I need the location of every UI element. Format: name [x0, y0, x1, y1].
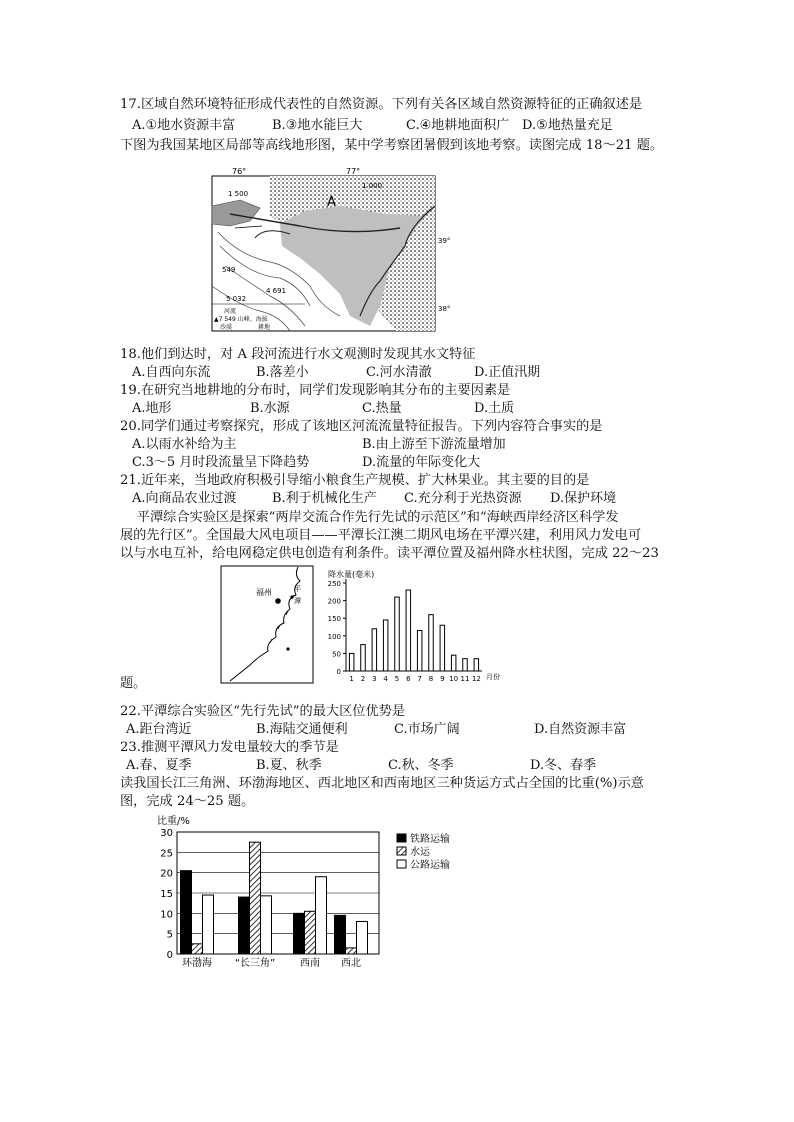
freight-bar	[192, 944, 203, 954]
q17-stem: 17.区域自然环境特征形成代表性的自然资源。下列有关各区域自然资源特征的正确叙述是	[120, 97, 643, 112]
q20-option-d: D.流量的年际变化大	[362, 455, 481, 470]
q17-option-c: C.④地耕地面积广	[406, 118, 510, 133]
precip-bar	[429, 615, 434, 671]
fuzhou-label: 福州	[256, 588, 272, 597]
intro-22-para-4: 题。	[120, 676, 147, 691]
freight-bar	[305, 911, 316, 954]
q22-option-b: B.海陆交通便利	[256, 722, 348, 737]
freight-legend-label: 铁路运输	[410, 834, 450, 845]
contour-1000: 1 000	[362, 182, 383, 190]
q17-option-b: B.③地水能巨大	[272, 118, 363, 133]
contour-map	[210, 166, 460, 336]
elevation-4691: 4 691	[266, 287, 287, 295]
intro-22-para-1: 平潭综合实验区是探索“两岸交流合作先行先试的示范区”和“海峡西岸经济区科学发	[120, 510, 619, 525]
q23-option-c: C.秋、冬季	[388, 758, 454, 773]
pingtan-location-map	[220, 565, 315, 685]
pingtan-label-2: 潭	[294, 597, 301, 605]
q21-stem: 21.近年来，当地政府积极引导缩小粮食生产规模、扩大林果业。其主要的目的是	[120, 473, 590, 488]
q22-stem: 22.平潭综合实验区“先行先试”的最大区位优势是	[120, 704, 406, 719]
precip-month-label: 8	[428, 675, 434, 683]
precip-bar	[361, 645, 366, 671]
q19-option-d: D.土质	[474, 401, 515, 416]
elevation-549: 549	[222, 266, 236, 274]
intro-24-line-1: 读我国长江三角洲、环渤海地区、西北地区和西南地区三种货运方式占全国的比重(%)示意	[120, 776, 644, 791]
q17-option-d: D.⑤地热量充足	[522, 118, 613, 133]
precip-month-label: 12	[471, 675, 481, 683]
precip-month-label: 1	[349, 675, 354, 683]
precip-month-label: 4	[383, 675, 388, 683]
freight-legend-swatch	[397, 847, 406, 855]
precip-month-label: 3	[372, 675, 377, 683]
q17-option-a: A.①地水资源丰富	[132, 118, 236, 133]
precip-ytick-label: 100	[327, 632, 341, 641]
freight-ytick-label: 5	[166, 929, 173, 941]
precip-ylabel: 降水量(毫米)	[328, 570, 375, 579]
lon-76: 76°	[232, 167, 247, 176]
freight-category-label: 西南	[300, 958, 320, 969]
freight-bar	[181, 871, 192, 954]
precip-bar	[383, 620, 388, 671]
freight-bar	[346, 948, 357, 954]
q23-option-a: A.春、夏季	[126, 758, 192, 773]
precipitation-chart	[320, 565, 520, 690]
precip-bar	[451, 655, 456, 671]
freight-legend-label: 公路运输	[410, 860, 450, 871]
precip-bar	[463, 659, 468, 671]
q21-option-c: C.充分利于光热资源	[404, 491, 522, 506]
precip-bar	[395, 597, 400, 671]
legend-farmland: 耕地	[258, 324, 271, 331]
freight-ytick-label: 10	[160, 909, 173, 921]
precip-bar	[417, 631, 422, 671]
q18-option-a: A.自西向东流	[132, 365, 211, 380]
precip-bar	[372, 629, 377, 671]
freight-ylabel: 比重/%	[157, 816, 190, 827]
q23-stem: 23.推测平潭风力发电量较大的季节是	[120, 740, 339, 755]
q19-stem: 19.在研究当地耕地的分布时，同学们发现影响其分布的主要因素是	[120, 383, 511, 398]
intro-18-21: 下图为我国某地区局部等高线地形图，某中学考察团暑假到该地考察。读图完成 18～21 题。	[120, 138, 664, 153]
q22-option-c: C.市场广阔	[394, 722, 460, 737]
freight-ytick-label: 30	[160, 828, 173, 839]
precip-month-label: 6	[406, 675, 411, 683]
freight-legend-label: 水运	[410, 847, 430, 858]
lat-39: 39°	[438, 237, 451, 245]
freight-ytick-label: 0	[166, 950, 173, 961]
precip-month-label: 7	[417, 675, 422, 683]
freight-bar	[357, 921, 368, 954]
freight-category-label: 环渤海	[182, 958, 212, 969]
precip-bar	[406, 590, 411, 671]
contour-1500: 1 500	[228, 190, 249, 198]
lat-38: 38°	[438, 305, 451, 313]
freight-bar	[335, 915, 346, 954]
precip-month-label: 5	[394, 675, 400, 683]
legend-peak: ▲7 549 山峰、海拔	[214, 316, 268, 323]
precip-ytick-label: 0	[336, 668, 341, 676]
precip-month-label: 11	[460, 675, 470, 683]
q21-option-b: B.利于机械化生产	[272, 491, 377, 506]
q19-option-b: B.水源	[250, 401, 290, 416]
q19-option-c: C.热量	[362, 401, 402, 416]
precip-ytick-label: 150	[327, 615, 341, 624]
legend-desert: 沙漠	[220, 324, 233, 331]
freight-bar	[203, 895, 214, 954]
q18-option-c: C.河水清澈	[366, 365, 432, 380]
freight-category-label: 西北	[341, 958, 361, 969]
intro-22-para-2: 展的先行区”。全国最大风电项目——平潭长江澳二期风电场在平潭兴建，利用风力发电可	[120, 528, 642, 543]
precip-ytick-label: 50	[332, 650, 341, 659]
lon-77: 77°	[346, 167, 361, 176]
freight-bar	[250, 842, 261, 954]
freight-ytick-label: 20	[160, 868, 173, 880]
q23-option-b: B.夏、秋季	[256, 758, 322, 773]
fuzhou-dot	[275, 598, 281, 604]
freight-legend-swatch	[397, 860, 406, 868]
freight-share-chart	[155, 812, 495, 972]
q20-stem: 20.同学们通过考察探究，形成了该地区河流流量特征报告。下列内容符合事实的是	[120, 419, 603, 434]
elevation-5032: 5 032	[226, 295, 247, 303]
freight-bar	[261, 896, 272, 954]
precip-month-label: 9	[440, 675, 445, 683]
q22-option-d: D.自然资源丰富	[534, 722, 627, 737]
q23-option-d: D.冬、春季	[530, 758, 597, 773]
q18-stem: 18.他们到达时，对 A 段河流进行水文观测时发现其水文特征	[120, 347, 476, 362]
q20-option-b: B.由上游至下游流量增加	[362, 437, 506, 452]
q18-option-b: B.落差小	[256, 365, 309, 380]
freight-category-label: “长三角”	[234, 958, 276, 969]
freight-bar	[239, 897, 250, 954]
q18-option-d: D.正值汛期	[474, 365, 541, 380]
precip-month-label: 2	[360, 675, 366, 683]
q21-option-d: D.保护环境	[550, 491, 617, 506]
intro-22-para-3: 以与水电互补，给电网稳定供电创造有利条件。读平潭位置及福州降水柱状图，完成 22～23	[120, 546, 659, 561]
q19-option-a: A.地形	[132, 401, 172, 416]
q22-option-a: A.距台湾近	[126, 722, 192, 737]
freight-ytick-label: 15	[160, 889, 173, 900]
legend-river: 河流	[224, 308, 237, 315]
precip-ytick-label: 250	[327, 580, 341, 588]
precip-month-label: 10	[449, 675, 459, 683]
freight-ytick-label: 25	[160, 848, 173, 860]
point-a-label: A	[327, 195, 336, 210]
precip-xlabel: 月份	[486, 673, 500, 681]
freight-legend-swatch	[397, 834, 406, 842]
q20-option-c: C.3～5 月时段流量呈下降趋势	[132, 455, 310, 470]
q20-option-a: A.以雨水补给为主	[132, 437, 237, 452]
precip-bar	[440, 625, 445, 671]
pingtan-label-1: 平	[294, 585, 301, 593]
q21-option-a: A.向商品农业过渡	[132, 491, 237, 506]
precip-bar	[349, 653, 354, 671]
intro-24-line-2: 图，完成 24～25 题。	[120, 794, 255, 809]
precip-bar	[474, 659, 479, 671]
precip-ytick-label: 200	[327, 597, 341, 606]
freight-bar	[316, 877, 327, 954]
freight-bar	[294, 913, 305, 954]
